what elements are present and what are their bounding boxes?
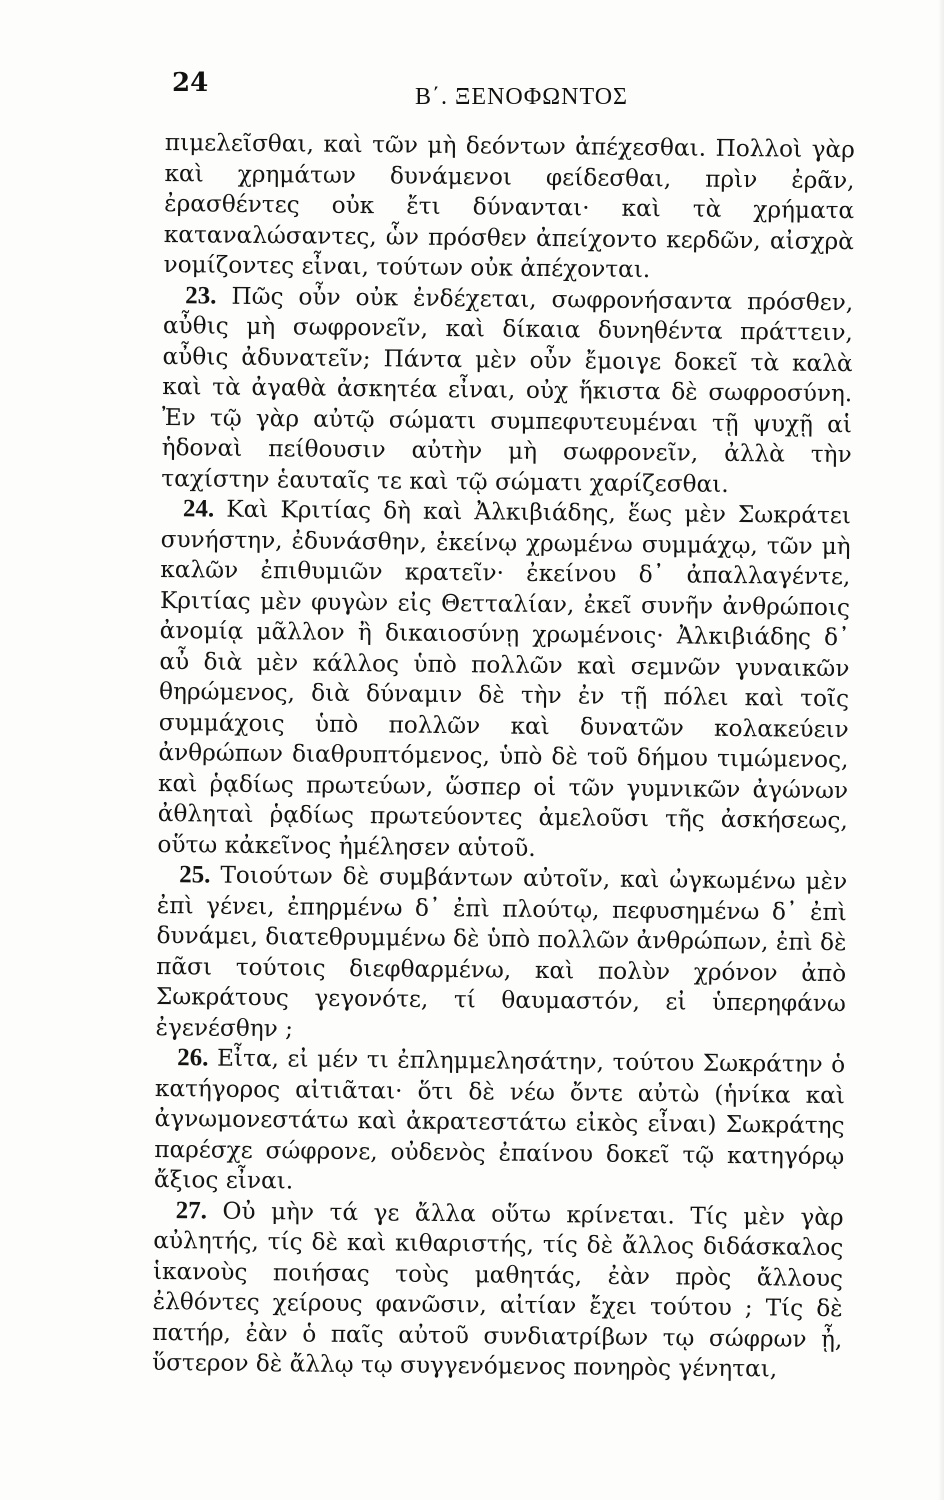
page-header [150,68,850,108]
paragraph-section-23 [161,280,853,501]
section-number: 26. [177,1044,209,1072]
paragraph-section-26 [154,1043,846,1203]
section-number: 27. [175,1196,208,1224]
paragraph-text: πιμελεῖσθαι, καὶ τῶν μὴ δεόντων ἀπέχεσθαι. Πολλοὶ γὰρ καὶ χρημάτων δυνάμενοι φείδεσθαι, πρὶν ἐρᾶν, ἐρασθέντες οὐκ ἔτι δύνανται· καὶ τὰ χρήματα καταναλώσαντες, ὧν πρόσθεν ἀπείχοντο κερδῶν, αἰσχρὰ νομίζοντες εἶναι, τούτων οὐκ ἀπέχονται. [163,128,855,284]
section-number: 23. [185,281,217,310]
section-number: 24. [182,495,215,523]
scan-edge-shadow [938,0,944,1500]
paragraph-text: Καὶ Κριτίας δὴ καὶ Ἀλκιβιάδης, ἕως μὲν Σωκράτει συνήστην, ἐδυνάσθην, ἐκείνῳ χρωμένω συμμάχῳ, τῶν μὴ καλῶν ἐπιθυμιῶν κρατεῖν· ἐκείνου δ᾿ ἀπαλλαγέντε, Κριτίας μὲν φυγὼν εἰς Θετταλίαν, ἐκεῖ συνῆν ἀνθρώποις ἀνομίᾳ μᾶλλον ἢ δικαιοσύνῃ χρωμένοις· Ἀλκιβιάδης δ᾿ αὖ διὰ μὲν κάλλος ὑπὸ πολλῶν καὶ σεμνῶν γυναικῶν θηρώμενος, διὰ δύναμιν δὲ τὴν ἐν τῇ πόλει καὶ τοῖς συμμάχοις ὑπὸ πολλῶν καὶ δυνατῶν κολακεύειν ἀνθρώπων διαθρυπτόμενος, ὑπὸ δὲ τοῦ δήμου τιμώμενος, καὶ ῥᾳδίως πρωτεύων, ὥσπερ οἱ τῶν γυμνικῶν ἀγώνων ἀθληταὶ ῥᾳδίως πρωτεύοντες ἀμελοῦσι τῆς ἀσκήσεως, οὕτω κἀκεῖνος ἠμέλησεν αὑτοῦ. [157,495,852,862]
paragraph-text: Οὐ μὴν τά γε ἄλλα οὕτω κρίνεται. Τίς μὲν γὰρ αὐλητής, τίς δὲ καὶ κιθαριστής, τίς δὲ ἄλλος διδάσκαλος ἱκανοὺς ποιήσας τοὺς μαθητάς, ἐὰν πρὸς ἄλλους ἐλθόντες χείρους φανῶσιν, αἰτίαν ἔχει τούτου ; Τίς δὲ πατήρ, ἐὰν ὁ παῖς αὐτοῦ συνδιατρίβων τῳ σώφρων ᾖ, ὕστερον δὲ ἄλλῳ τῳ συγγενόμενος πονηρὸς γένηται, [151,1197,844,1383]
paragraph-section-24 [157,494,851,867]
paragraph-continuation [163,128,855,288]
paragraph-section-25 [155,860,847,1050]
paragraph-text: Τοιούτων δὲ συμβάντων αὐτοῖν, καὶ ὠγκωμένω μὲν ἐπὶ γένει, ἐπηρμένω δ᾿ ἐπὶ πλούτῳ, πεφυσημένω δ᾿ ἐπὶ δυνάμει, διατεθρυμμένω δὲ ὑπὸ πολλῶν ἀνθρώπων, ἐπὶ δὲ πᾶσι τούτοις διεφθαρμένω, καὶ πολὺν χρόνον ἀπὸ Σωκράτους γεγονότε, τί θαυμαστόν, εἰ ὑπερηφάνω ἐγενέσθην ; [155,861,848,1042]
paragraph-text: Εἶτα, εἰ μέν τι ἐπλημμελησάτην, τούτου Σωκράτην ὁ κατήγορος αἰτιᾶται· ὅτι δὲ νέω ὄντε αὐτὼ (ἡνίκα καὶ ἀγνωμονεστάτω καὶ ἀκρατεστάτω εἰκὸς εἶναι) Σωκράτης παρέσχε σώφρονε, οὐδενὸς ἐπαίνου δοκεῖ τῷ κατηγόρῳ ἄξιος εἶναι. [153,1044,846,1195]
page-number: 24 [172,68,209,98]
body-text [152,128,855,1386]
paragraph-text: Πῶς οὖν οὐκ ἐνδέχεται, σωφρονήσαντα πρόσθεν, αὖθις μὴ σωφρονεῖν, καὶ δίκαια δυνηθέντα πράττειν, αὖθις ἀδυνατεῖν; Πάντα μὲν οὖν ἔμοιγε δοκεῖ τὰ καλὰ καὶ τὰ ἀγαθὰ ἀσκητέα εἶναι, οὐχ ἥκιστα δὲ σωφροσύνη. Ἐν τῷ γὰρ αὐτῷ σώματι συμπεφυτευμέναι τῇ ψυχῇ αἱ ἡδοναὶ πείθουσιν αὐτὴν μὴ σωφρονεῖν, ἀλλὰ τὴν ταχίστην ἑαυταῖς τε καὶ τῷ σώματι χαρίζεσθαι. [161,282,854,498]
paragraph-section-27 [152,1195,844,1385]
running-title: Β΄. ΞΕΝΟΦΩΝΤΟΣ [415,84,628,110]
section-number: 25. [179,861,211,889]
